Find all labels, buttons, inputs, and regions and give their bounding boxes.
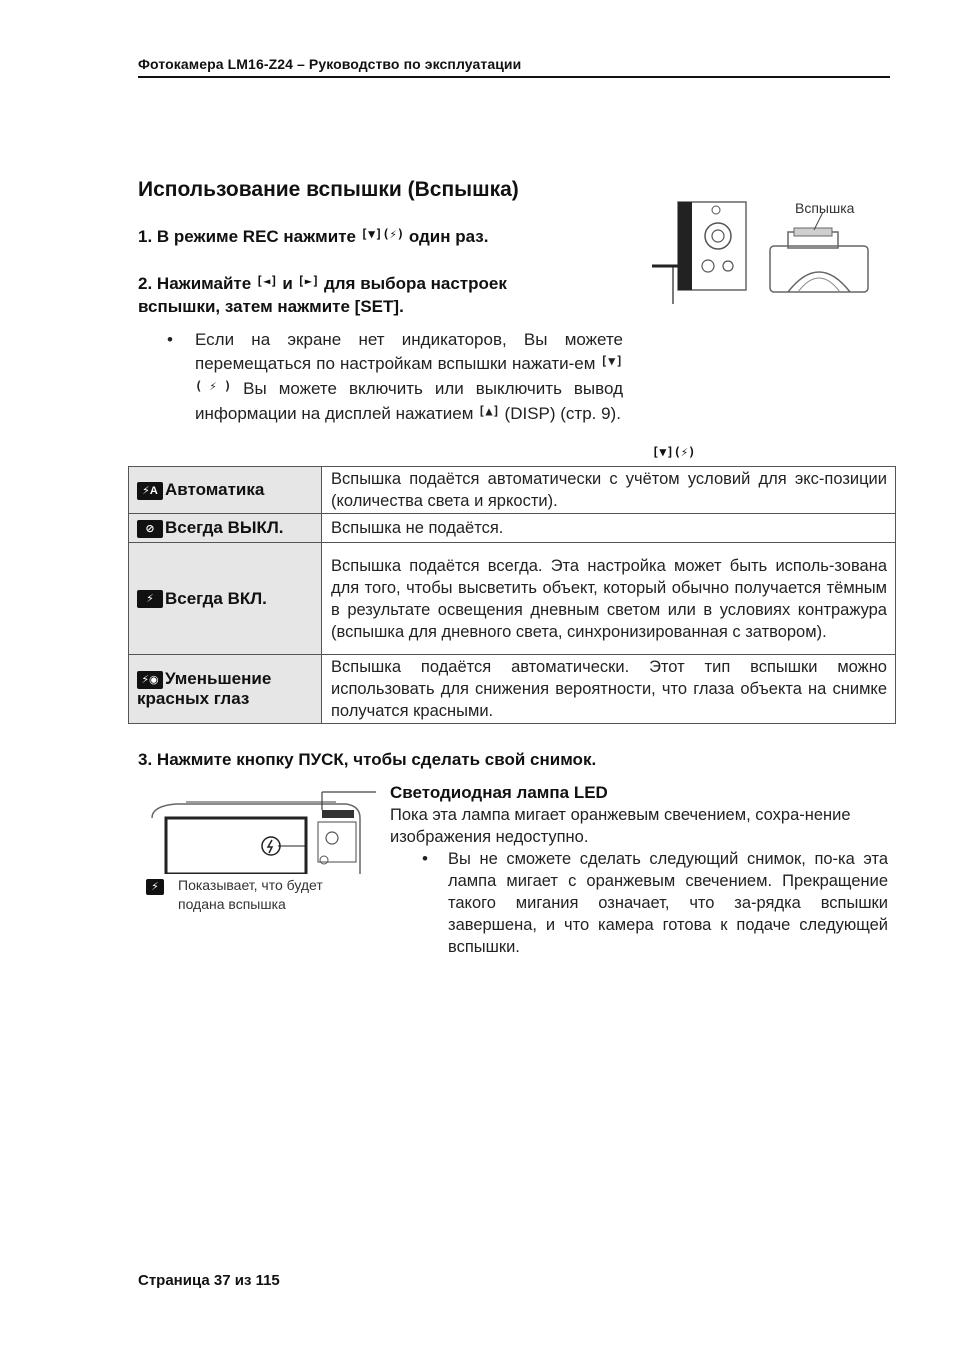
down-flash-key: [▼](⚡) <box>195 354 623 393</box>
led-bullet <box>422 848 888 958</box>
page-footer: Страница 37 из 115 <box>138 1272 280 1289</box>
table-row <box>129 514 896 543</box>
step-3-number: 3. <box>138 750 153 769</box>
flash-modes-table <box>128 466 896 724</box>
left-key: [◄] <box>255 274 278 288</box>
flash-indicator-caption <box>146 878 166 896</box>
step-3-text: Нажмите кнопку ПУСК, чтобы сделать свой снимок. <box>156 750 597 769</box>
mode-auto-name <box>129 467 322 514</box>
step-2-mid: и <box>282 274 293 293</box>
mode-name: Всегда ВКЛ. <box>165 588 267 608</box>
up-key: [▲] <box>478 404 500 418</box>
camera-flash-figure <box>648 196 878 459</box>
led-title: Светодиодная лампа LED <box>390 783 608 802</box>
down-flash-key-caption: [▼](⚡) <box>652 445 696 459</box>
led-section <box>390 782 888 958</box>
camera-screen-illustration <box>146 788 376 874</box>
step-3 <box>138 749 596 771</box>
flash-off-icon: ⊘ <box>137 520 163 538</box>
step-1-text: В режиме REC нажмите <box>156 227 356 246</box>
step-2-post: для выбора настроек <box>323 274 507 293</box>
table-row <box>129 655 896 724</box>
bullet-dot: • <box>422 849 428 868</box>
mode-auto-desc: Вспышка подаётся автоматически с учётом условий для экс-позиции (количества света и яркости). <box>322 467 896 514</box>
mode-off-desc: Вспышка не подаётся. <box>322 514 896 543</box>
bullet-1-part-3: (DISP) (стр. 9). <box>504 404 621 423</box>
flash-indicator-text <box>178 876 323 914</box>
mode-redeye-name <box>129 655 322 724</box>
flash-label: Вспышка <box>795 200 855 216</box>
mode-name: Всегда ВЫКЛ. <box>165 518 284 537</box>
step-1-number: 1. <box>138 227 153 246</box>
mode-name: Уменьшение красных глаз <box>137 669 272 708</box>
bullet-1 <box>167 328 623 427</box>
led-bullet-text: Вы не сможете сделать следующий снимок, по-ка эта лампа мигает с оранжевым свечением. Прекращение такого мигания означает, что за-рядка вспышки завершена, и что камера готова к подаче следующей вспышки. <box>448 850 888 956</box>
led-text: Пока эта лампа мигает оранжевым свечением, сохра-нение изображения недоступно. <box>390 806 851 846</box>
step-2-line-2: вспышки, затем нажмите [SET]. <box>138 297 404 316</box>
section-title: Использование вспышки (Вспышка) <box>138 178 519 201</box>
mode-on-desc: Вспышка подаётся всегда. Эта настройка может быть исполь-зована для того, чтобы высветить объект, который обычно получается тёмным в результате освещения дневным светом или в условиях контражура (вспышка для дневного света, синхронизированная с затвором). <box>322 543 896 655</box>
step-1 <box>138 226 488 249</box>
camera-screen-figure <box>146 788 376 918</box>
mode-name: Автоматика <box>165 480 265 499</box>
mode-on-name <box>129 543 322 655</box>
bullet-1-part-1: Если на экране нет индикаторов, Вы можете перемещаться по настройкам вспышки нажати-ем <box>195 330 623 373</box>
table-row <box>129 467 896 514</box>
step-2-number: 2. <box>138 274 153 293</box>
caption-line-2: подана вспышка <box>178 896 286 912</box>
page-header: Фотокамера LM16-Z24 – Руководство по эксплуатации <box>138 56 890 78</box>
step-2-pre: Нажимайте <box>156 274 252 293</box>
flash-icon: ⚡ <box>146 879 164 895</box>
step-1-text-end: один раз. <box>408 227 489 246</box>
mode-off-name <box>129 514 322 543</box>
caption-line-1: Показывает, что будет <box>178 877 323 893</box>
step-2 <box>138 273 507 318</box>
down-flash-key: [▼](⚡) <box>360 227 405 241</box>
flash-on-icon: ⚡ <box>137 590 163 608</box>
bullet-1-part-2: Вы можете включить или выключить вывод информации на дисплей нажатием <box>195 379 623 423</box>
right-key: [►] <box>297 274 320 288</box>
flash-redeye-icon: ⚡◉ <box>137 671 163 689</box>
flash-auto-icon: ⚡A <box>137 482 163 500</box>
bullet-dot: • <box>167 330 173 349</box>
table-row <box>129 543 896 655</box>
mode-redeye-desc: Вспышка подаётся автоматически. Этот тип вспышки можно использовать для снижения вероятности, что глаза объекта на снимке получатся красными. <box>322 655 896 724</box>
